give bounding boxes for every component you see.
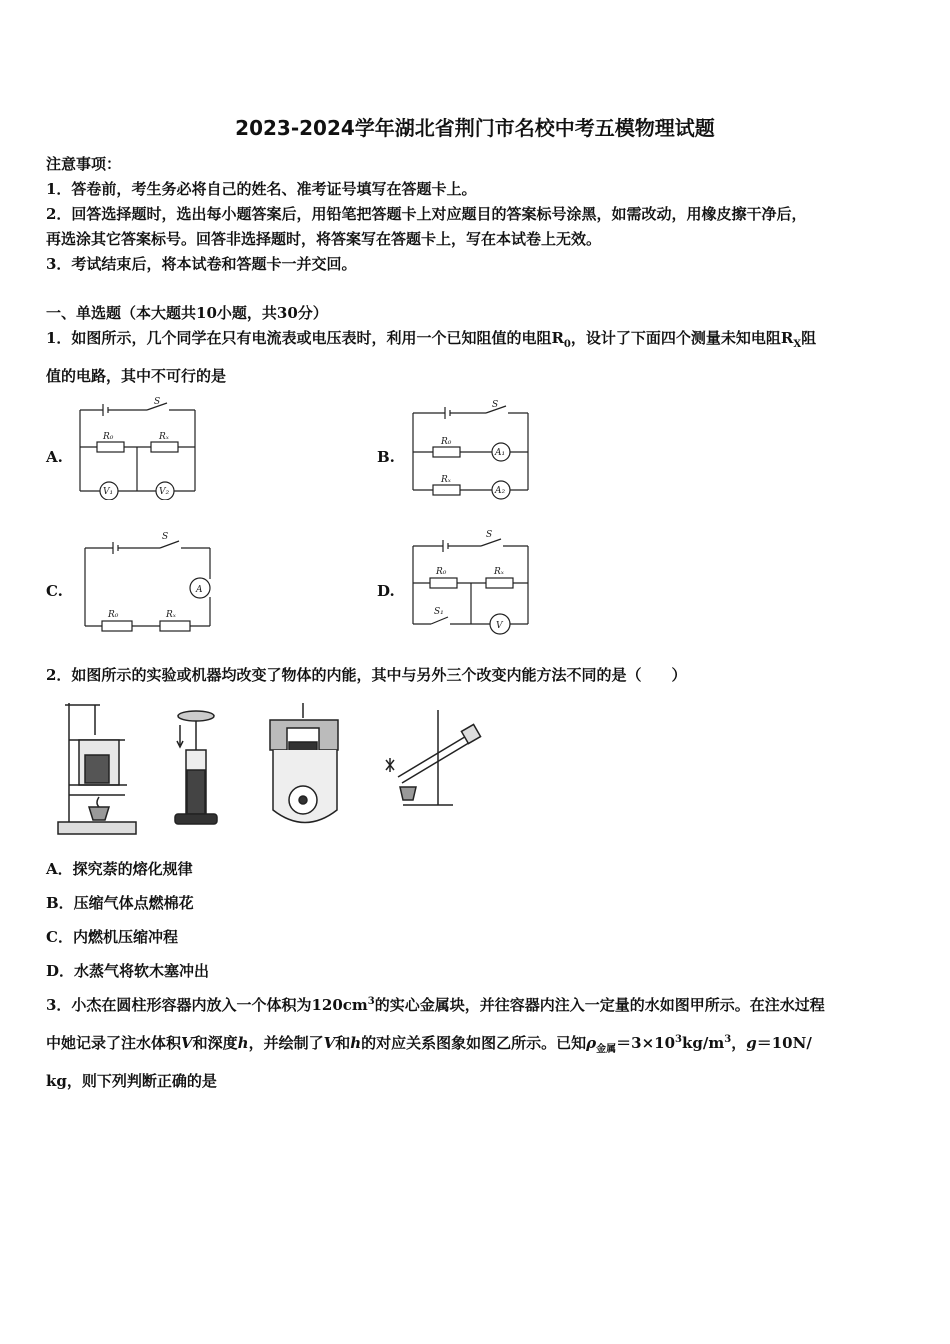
circuit-b-rx-label: Rₓ	[441, 475, 451, 485]
circuit-a-rx-label: Rₓ	[159, 432, 169, 442]
circuit-a-r0-label: R₀	[103, 432, 114, 442]
q2-option-d: D．水蒸气将软木塞冲出	[46, 962, 210, 980]
circuit-a-s-label: S	[154, 397, 161, 407]
circuit-d-s1-label: S₁	[434, 607, 444, 617]
q3-stem-line3: kg，则下列判断正确的是	[46, 1072, 217, 1090]
q2-naphthalene-melting-figure	[55, 695, 140, 840]
circuit-a-v2-label: V₂	[159, 487, 170, 497]
q2-air-compression-figure	[170, 710, 220, 830]
page-title: 2023-2024学年湖北省荆门市名校中考五模物理试题	[235, 116, 715, 140]
circuit-b-s-label: S	[492, 400, 499, 410]
q1-option-c-label: C.	[46, 582, 63, 600]
q2-engine-compression-figure	[265, 700, 345, 835]
circuit-b-r0-label: R₀	[441, 437, 452, 447]
q3-stem-line1: 3．小杰在圆柱形容器内放入一个体积为$120cm^3$的实心金属块，并往容器内注入一定量的水如图甲所示。在注水过程	[46, 996, 825, 1014]
circuit-b-a1-label: A₁	[495, 448, 506, 458]
q1-option-b-label: B.	[377, 448, 395, 466]
section-heading: 一、单选题（本大题共10小题，共30分）	[46, 304, 328, 322]
q3-stem-line2: 中她记录了注水体积V和深度h，并绘制了V和h的对应关系图象如图乙所示。已知$\rho_{金属}=3\times 10^3kg/m^3$，g＝10N/	[46, 1034, 812, 1055]
circuit-b-a2-label: A₂	[495, 486, 506, 496]
circuit-c-a-label: A	[196, 585, 203, 595]
q1-stem-line2: 值的电路，其中不可行的是	[46, 367, 227, 385]
circuit-a-diagram	[75, 395, 200, 500]
circuit-d-s-label: S	[486, 530, 493, 540]
circuit-c-diagram	[80, 530, 215, 635]
circuit-d-r0-label: R₀	[436, 567, 447, 577]
notice-item-1: 1．答卷前，考生务必将自己的姓名、准考证号填写在答题卡上。	[46, 180, 477, 198]
circuit-c-r0-label: R₀	[108, 610, 119, 620]
q2-option-b: B．压缩气体点燃棉花	[46, 894, 194, 912]
circuit-d-rx-label: Rₓ	[494, 567, 504, 577]
circuit-d-diagram	[408, 528, 533, 638]
q2-option-a: A．探究萘的熔化规律	[46, 860, 193, 878]
q1-option-a-label: A.	[46, 448, 63, 466]
q1-option-d-label: D.	[377, 582, 395, 600]
q2-stem: 2．如图所示的实验或机器均改变了物体的内能，其中与另外三个改变内能方法不同的是（ ）	[46, 666, 687, 684]
circuit-b-diagram	[408, 398, 533, 503]
notice-item-3: 3．考试结束后，将本试卷和答题卡一并交回。	[46, 255, 357, 273]
notice-item-2-cont: 再选涂其它答案标号。回答非选择题时，将答案写在答题卡上，写在本试卷上无效。	[46, 230, 602, 248]
q1-stem-line1: 1．如图所示，几个同学在只有电流表或电压表时，利用一个已知阻值的电阻$R_0$，设计了下面四个测量未知电阻$R_X$阻	[46, 329, 817, 350]
circuit-a-v1-label: V₁	[103, 487, 114, 497]
q2-steam-cork-figure	[378, 705, 488, 815]
notice-heading: 注意事项：	[46, 155, 122, 173]
circuit-c-s-label: S	[162, 532, 169, 542]
q2-option-c: C．内燃机压缩冲程	[46, 928, 178, 946]
circuit-c-rx-label: Rₓ	[166, 610, 176, 620]
circuit-d-v-label: V	[496, 621, 503, 631]
notice-item-2: 2．回答选择题时，选出每小题答案后，用铅笔把答题卡上对应题目的答案标号涂黑，如需改动，用橡皮擦干净后，	[46, 205, 807, 223]
